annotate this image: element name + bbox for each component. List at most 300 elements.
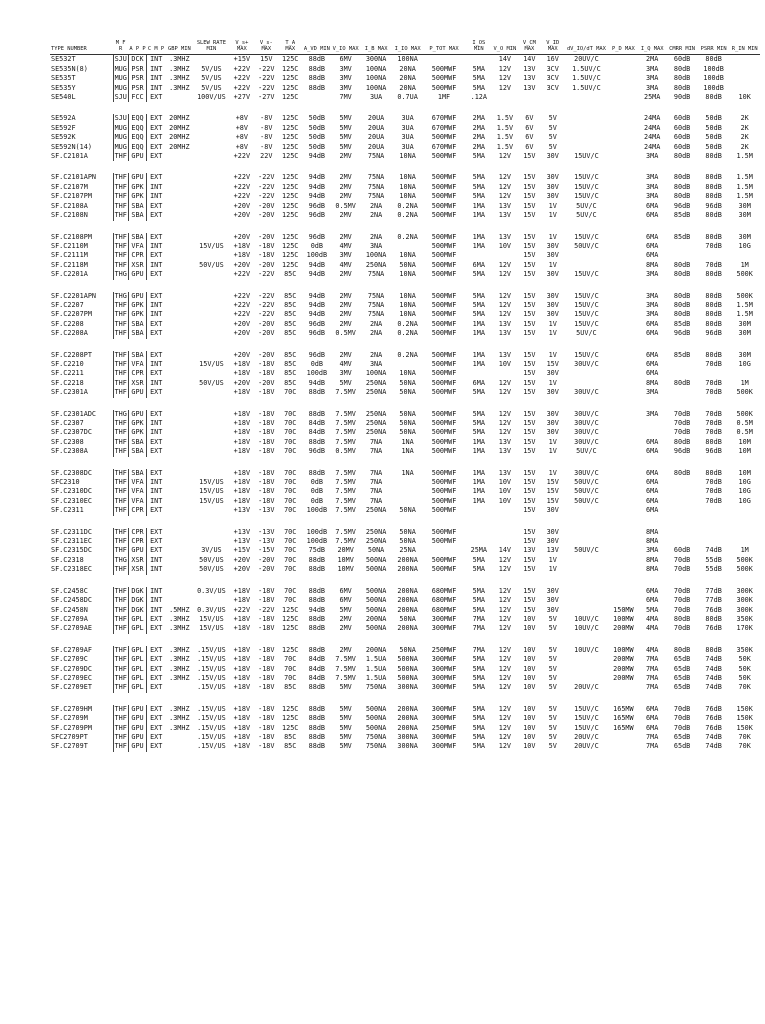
table-cell: 50NA [399,409,416,418]
table-cell: +13V [233,506,251,515]
table-cell [465,537,492,546]
table-cell: -18V [258,251,275,260]
table-cell: 2MA [472,114,485,123]
table-cell: 12V [498,182,512,191]
table-cell: 80dB [673,378,691,387]
type-number-cell: SF.C2310DC [51,487,92,496]
table-cell: 680MWF [431,586,457,595]
table-cell: +22V [233,83,251,92]
table-cell: 2NA [369,350,383,359]
table-cell: 3V/US [201,546,222,555]
table-cell: EQQ [128,133,146,142]
table-cell: 13V [523,546,536,555]
table-cell [609,596,638,605]
table-cell [165,242,193,251]
table-cell: 50K [738,673,751,682]
table-cell: 2MV [339,182,352,191]
table-cell: 1MA [472,319,485,328]
table-cell: 1.5UV/C [572,64,601,73]
table-cell: 8MA [646,527,659,536]
table-cell: -8V [260,114,273,123]
table-cell [165,497,193,506]
table-cell: 20UV/C [574,55,599,64]
table-cell: 1V [548,260,557,269]
table-cell: INT [147,587,165,596]
table-cell: .15V/US [197,704,226,713]
table-cell: 85C [284,683,297,692]
table-cell [165,183,193,192]
table-cell: 70dB [705,359,722,368]
table-cell: 300K [736,586,753,595]
table-cell: 10V [523,704,536,713]
table-cell: 75NA [367,300,385,309]
table-cell: GPU [128,546,146,555]
table-cell: INT [147,310,165,319]
table-cell: -18V [258,428,275,437]
table-cell: 3NA [369,241,383,250]
table-row [50,65,760,74]
table-cell: 70dB [673,704,691,713]
table-cell [193,211,229,220]
table-cell [423,546,465,555]
table-cell: 3MV [339,83,352,92]
table-cell: +13V [233,537,251,546]
table-cell: 0.2NA [397,350,418,359]
table-cell: 30V [546,586,559,595]
table-cell: 7.5MV [335,388,356,397]
table-cell: GPU [128,270,146,279]
table-row [50,74,760,83]
table-cell: 80dB [705,350,722,359]
table-cell: VFA [128,478,146,487]
table-cell: 50NA [399,614,416,623]
table-cell: 50NA [399,506,416,515]
table-cell: 15UV/C [574,270,599,279]
table-cell: 96dB [308,232,326,241]
table-cell: 80dB [673,614,691,623]
table-cell: 88dB [308,64,326,73]
table-cell [609,447,638,456]
table-cell: 6MA [646,723,659,732]
table-cell: +20V [233,260,251,269]
table-cell: 15V [523,182,536,191]
table-row [50,211,760,220]
table-cell: 70dB [673,605,691,614]
table-cell: 80dB [673,437,691,446]
table-cell: SBA [128,438,146,447]
table-cell: 12V [498,605,512,614]
table-cell [193,202,229,211]
table-cell: 150K [736,704,753,713]
table-cell [609,65,638,74]
table-cell: 500MWF [431,64,457,73]
type-number-cell: SE532T [51,55,76,64]
table-cell [165,202,193,211]
table-cell: 2MV [339,350,352,359]
table-cell: 1NA [401,437,414,446]
table-cell: 500MWF [431,369,457,378]
table-cell [465,369,492,378]
table-cell [609,528,638,537]
table-cell: 15V [523,496,536,505]
table-cell: 5V [548,742,557,751]
table-cell: 10UV/C [574,614,599,623]
table-cell [165,438,193,447]
table-cell: 20NA [399,64,416,73]
table-cell: 500MWF [431,437,457,446]
table-cell: -18V [258,409,275,418]
table-cell: 70C [284,496,297,505]
table-cell: +20V [233,565,251,574]
table-cell: THF [114,723,127,732]
table-cell: GPL [128,665,146,674]
table-cell: 96dB [308,329,326,338]
table-cell [165,587,193,596]
table-cell: CPR [128,506,146,515]
table-row [50,351,760,360]
table-cell: 12V [498,624,512,633]
table-cell [609,497,638,506]
table-cell: 5MA [472,388,485,397]
table-cell: 70C [284,555,297,564]
table-cell: 12V [498,565,512,574]
table-row [50,556,760,565]
table-cell [492,506,517,515]
table-cell [165,261,193,270]
column-header: V_s+ MAX [229,40,254,55]
table-cell: THF [114,527,127,536]
table-cell: 680MWF [431,596,457,605]
table-cell: 500MWF [431,378,457,387]
table-cell [564,93,609,102]
table-cell: 125C [282,714,299,723]
table-cell: 22V [260,152,273,161]
table-cell: -18V [258,388,275,397]
type-number-cell: SF.C2107M [51,182,88,191]
table-cell: 5MA [472,714,485,723]
table-cell [609,742,638,751]
table-cell: 24MA [643,123,661,132]
table-cell: -20V [258,232,275,241]
table-cell: 7MA [472,645,485,654]
table-cell: MUG [114,74,127,83]
table-cell: 680MWF [431,605,457,614]
table-cell: 12V [498,645,512,654]
table-cell: 75NA [367,310,385,319]
table-cell: XSR [128,565,146,574]
table-cell: 500MWF [431,419,457,427]
table-cell: EXT [147,233,165,242]
table-cell [698,369,730,378]
table-cell: THF [114,232,127,241]
table-cell: 125C [282,260,299,269]
table-cell: 50dB [308,142,326,151]
group-spacer [50,339,760,351]
table-cell: -22V [258,310,275,319]
table-cell [193,55,229,65]
table-cell: 500MWF [431,359,457,368]
table-cell: GPU [128,705,146,714]
table-cell: 5MA [472,152,485,161]
table-cell: 10V [498,241,512,250]
table-cell: 10NA [399,369,416,378]
table-cell: 7.5MV [335,506,356,515]
table-cell: SJU [114,114,127,123]
table-cell: 0.2NA [397,329,418,338]
table-cell: 80dB [705,468,722,477]
table-cell: EXT [147,506,165,515]
table-cell: 65dB [673,683,691,692]
table-cell: 7.5MV [335,537,356,546]
table-cell [564,655,609,664]
table-cell: 500MWF [431,319,457,328]
table-cell: 6MA [646,437,659,446]
table-cell: 0.2NA [397,319,418,328]
table-cell: .15V/US [197,732,226,741]
type-number-cell: SF.C2108A [51,201,88,210]
table-cell: 3MA [646,152,659,161]
table-cell: 12V [498,673,512,682]
type-number-cell: SE535T [51,74,76,83]
table-cell: 15V [523,506,536,515]
table-row [50,428,760,437]
table-cell: 85dB [673,211,691,220]
table-cell: 125C [282,241,299,250]
table-cell: +18V [233,241,251,250]
table-cell: 20UV/C [574,683,599,692]
table-cell [609,565,638,574]
table-cell: 1.5M [736,173,753,182]
table-cell: 85C [284,350,297,359]
table-cell: EXT [147,202,165,211]
column-header: C M P [147,40,165,55]
table-cell: 80dB [705,614,722,623]
table-cell: 65dB [673,673,691,682]
table-cell: 90dB [673,93,691,102]
table-cell: 3MA [646,182,659,191]
table-cell: 150MW [613,605,634,614]
table-cell: 500NA [365,714,387,723]
table-cell: -22V [258,192,275,201]
table-cell: 100NA [365,83,387,92]
table-cell: 5MA [472,182,485,191]
table-cell: 96dB [673,447,691,456]
table-cell [165,251,193,260]
table-cell: EXT [147,683,165,692]
table-cell: 80dB [705,182,722,191]
table-cell: 0.2NA [397,201,418,210]
table-cell [698,537,730,546]
table-cell: 670MWF [431,114,457,123]
table-cell: 10NA [399,300,416,309]
table-row [50,478,760,487]
table-cell: EXT [147,624,165,633]
table-cell: 500MWF [431,428,457,437]
table-cell: 80dB [673,74,691,83]
table-row [50,447,760,456]
table-cell: 5MA [472,409,485,418]
table-cell: +18V [233,714,251,723]
table-row [50,714,760,723]
table-cell: 0.2NA [397,232,418,241]
table-cell [609,683,638,692]
table-cell: 20NA [399,83,416,92]
table-cell: 12V [498,300,512,309]
table-cell: 30V [546,192,559,201]
table-cell: -18V [258,664,275,673]
table-cell: EXT [147,351,165,360]
table-cell [729,251,760,260]
table-cell [564,606,609,615]
table-cell: 0.5M [736,428,753,437]
table-cell: 1MA [472,329,485,338]
table-cell: MUG [114,64,127,73]
table-cell: 7.5MV [335,419,356,427]
table-cell: -18V [258,241,275,250]
table-cell: 1MA [472,478,485,487]
table-cell [392,478,422,487]
table-cell: 15V [523,369,536,378]
table-cell: 200NA [365,614,387,623]
table-cell: .15V/US [197,723,226,732]
table-cell: 15V [523,447,536,456]
table-cell: 15V [546,496,559,505]
table-cell: 3MA [646,291,659,300]
table-cell: 500NA [365,723,387,732]
table-cell [165,546,193,555]
table-cell: FCC [128,93,146,102]
table-cell: 1NA [401,468,414,477]
table-cell: THF [114,329,127,338]
table-cell [165,528,193,537]
table-cell: 16V [546,55,559,64]
table-cell: 200NA [397,586,418,595]
table-cell: 20MV [337,546,354,555]
table-cell: +20V [233,211,251,220]
table-cell: 1.5M [736,310,753,319]
table-row [50,270,760,279]
table-cell: 75NA [367,291,385,300]
table-cell: 2K [740,133,749,142]
table-cell: 1.5M [736,300,753,309]
table-cell: 5MA [472,270,485,279]
table-cell: 0.5MV [335,447,356,456]
table-cell: PSR [128,65,146,74]
table-cell [609,487,638,496]
table-row [50,410,760,419]
table-cell: 94dB [308,173,326,182]
table-cell: 15V [523,241,536,250]
table-cell: 70C [284,487,297,496]
table-cell [729,55,760,65]
table-cell: 80dB [705,93,722,102]
table-cell: EXT [147,438,165,447]
column-header: P_D MAX [609,40,638,55]
table-cell: 30UV/C [574,388,599,397]
table-cell: THF [114,655,127,664]
table-cell: EXT [147,733,165,742]
table-cell: .5MHZ [169,605,190,614]
table-cell: 30V [546,409,559,418]
table-cell: 2MV [339,645,352,654]
table-cell: 125C [282,645,299,654]
table-cell: DGK [128,606,146,615]
table-cell: 15V [523,173,536,182]
table-cell: +18V [233,596,251,605]
table-cell: 15V [546,487,559,496]
table-cell: 6V [525,133,534,142]
table-cell: 12V [498,614,512,623]
table-cell: 2NA [369,211,383,220]
table-cell [609,587,638,596]
type-number-cell: SF.C2709AF [51,645,92,654]
table-cell: EXT [147,292,165,301]
table-cell: 15V [523,251,536,260]
table-cell: 30UV/C [574,468,599,477]
type-number-cell: SF.C2201APN [51,291,97,300]
table-cell [564,261,609,270]
table-cell: EQQ [128,114,146,123]
table-cell: XSR [128,261,146,270]
table-cell: 10UV/C [574,624,599,633]
table-cell: DCK [128,55,146,65]
table-cell: 500MWF [431,468,457,477]
table-cell: 7MA [646,742,659,751]
table-cell: 88dB [308,409,326,418]
table-cell: 5MA [472,428,485,437]
table-cell: DGK [128,596,146,605]
table-cell: -13V [258,527,275,536]
table-cell: 2MA [646,55,659,64]
table-cell: 50V/US [199,378,224,387]
type-number-cell: SF.C2311DC [51,527,92,536]
table-cell [193,438,229,447]
table-cell [609,310,638,319]
table-cell: 12V [498,409,512,418]
table-cell: 80dB [705,211,722,220]
group-spacer [50,457,760,469]
type-number-cell: SF.C2301A [51,388,88,397]
table-cell [609,233,638,242]
table-cell [564,251,609,260]
table-cell: 5MV [339,742,352,751]
table-cell: 10UV/C [574,645,599,654]
table-cell: -22V [258,64,275,73]
table-cell [666,506,698,515]
type-number-cell: SF.C2108N [51,211,88,220]
table-cell: 100MW [613,645,634,654]
type-number-cell: SFC2709PT [51,732,88,741]
table-cell: .12A [470,93,487,102]
table-cell: 65dB [673,664,691,673]
table-cell: 80dB [673,291,691,300]
table-cell: 76dB [705,605,722,614]
table-cell: 75NA [367,192,385,201]
table-cell: 125C [282,114,299,123]
table-cell: 5MA [472,596,485,605]
table-cell: EXT [147,655,165,664]
type-number-cell: SF.C2709EC [51,673,92,682]
table-cell: -18V [258,742,275,751]
table-row [50,301,760,310]
group-spacer [50,221,760,233]
table-row [50,251,760,260]
table-cell: 10V [498,487,512,496]
table-cell: 5V [548,723,557,732]
table-row [50,233,760,242]
type-number-cell: SF.C2110M [51,241,88,250]
table-cell: 5UV/C [576,329,597,338]
